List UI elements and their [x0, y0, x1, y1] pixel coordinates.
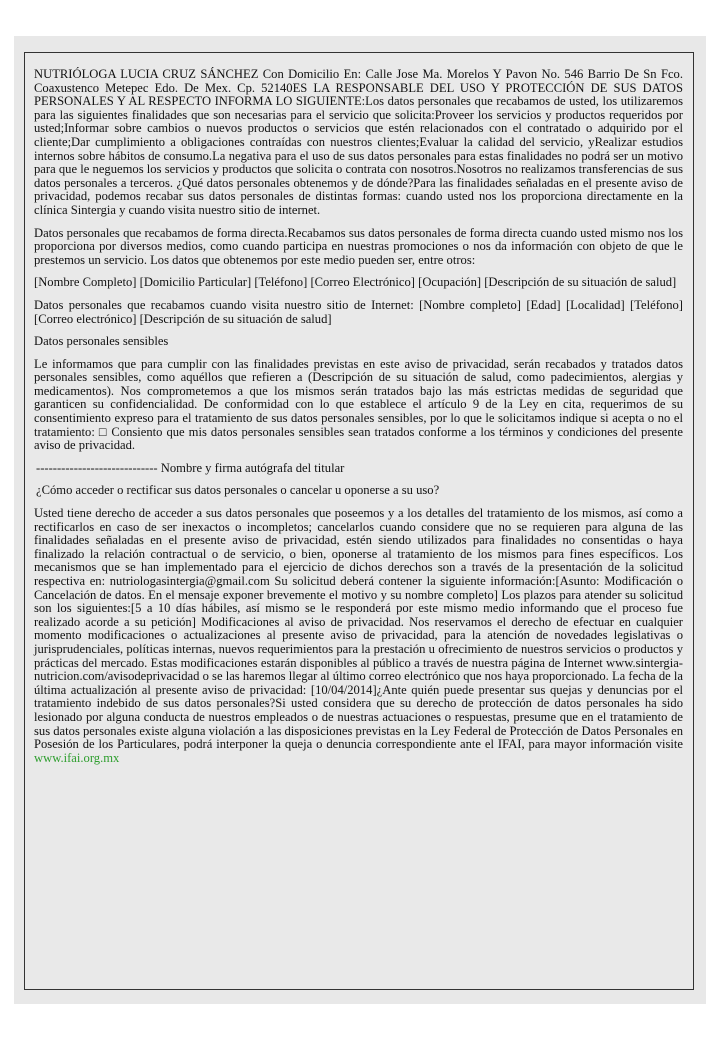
intro-paragraph: NUTRIÓLOGA LUCIA CRUZ SÁNCHEZ Con Domicilio En: Calle Jose Ma. Morelos Y Pavon No. 546 Barrio De Sn Fco. Coaxustenco Metepec Edo. De Mex. Cp. 52140ES LA RESPONSABLE DEL USO Y PROTECCIÓN DE SUS DATOS PERSONALES Y AL RESPECTO INFORMA LO SIGUIENTE:Los datos personales que recabamos de usted, los utilizaremos para las siguientes finalidades que son necesarias para el servicio que solicita:Proveer los servicios y productos requeridos por usted;Informar sobre cambios o nuevos productos o servicios que estén relacionados con el contratado o adquirido por el cliente;Dar cumplimiento a obligaciones contraídas con nuestros clientes;Evaluar la calidad del servicio, yRealizar estudios internos sobre hábitos de consumo.La negativa para el uso de sus datos personales para estas finalidades no podrá ser un motivo para que le neguemos los servicios y productos que solicita o contrata con nosotros.Nosotros no realizamos transferencias de sus datos personales a terceros. ¿Qué datos personales obtenemos y de dónde?Para las finalidades señaladas en el presente aviso de privacidad, podemos recabar sus datos personales de distintas formas: cuando usted nos los proporciona directamente en la clínica Sintergia y cuando visita nuestro sitio de internet. [34, 67, 683, 217]
direct-data-paragraph: Datos personales que recabamos de forma directa.Recabamos sus datos personales de forma directa cuando usted mismo nos los proporciona por diversos medios, como cuando participa en nuestras promociones o nos da información con objeto de que le prestemos un servicio. Los datos que obtenemos por este medio pueden ser, entre otros: [34, 225, 683, 267]
ifai-link[interactable]: www.ifai.org.mx [34, 750, 120, 765]
privacy-notice-box [24, 52, 694, 990]
direct-data-list: [Nombre Completo] [Domicilio Particular] [Teléfono] [Correo Electrónico] [Ocupación] [Descripción de su situación de salud] [34, 275, 677, 290]
signature-line: ----------------------------- Nombre y firma autógrafa del titular [36, 460, 345, 475]
sensitive-data-paragraph: Le informamos que para cumplir con las finalidades previstas en este aviso de privacidad, serán recabados y tratados datos personales sensibles, como aquéllos que refieren a (Descripción de su situación de salud, como padecimientos, alergias y medicamentos). Nos comprometemos a que los mismos serán tratados bajo las más estrictas medidas de seguridad que garanticen su confidencialidad. De conformidad con lo que establece el artículo 9 de la Ley en cita, requerimos de su consentimiento expreso para el tratamiento de sus datos personales sensibles, por lo que le solicitamos indique si acepta o no el tratamiento: □ Consiento que mis datos personales sensibles sean tratados conforme a los términos y condiciones del presente aviso de privacidad. [34, 356, 683, 453]
rights-text: Usted tiene derecho de acceder a sus datos personales que poseemos y a los detalles del tratamiento de los mismos, así como a rectificarlos en caso de ser inexactos o incompletos; cancelarlos cuando considere que no se requieren para alguna de las finalidades señaladas en el presente aviso de privacidad, estén siendo utilizados para finalidades no consentidas o haya finalizado la relación contractual o de servicio, o bien, oponerse al tratamiento de los mismos para fines específicos. Los mecanismos que se han implementado para el ejercicio de dichos derechos son a través de la presentación de la solicitud respectiva en: nutriologasintergia@gmail.com Su solicitud deberá contener la siguiente información:[Asunto: Modificación o Cancelación de datos. En el mensaje exponer brevemente el motivo y su nombre completo] Los plazos para atender su solicitud son los siguientes:[5 a 10 días hábiles, así mismo se le responderá por este mismo medio informando que el proceso fue realizado acorde a su petición] Modificaciones al aviso de privacidad. Nos reservamos el derecho de efectuar en cualquier momento modificaciones o actualizaciones al presente aviso de privacidad, para la atención de novedades legislativas o jurisprudenciales, políticas internas, nuevos requerimientos para la prestación u ofrecimiento de nuestros servicios o productos y prácticas del mercado. Estas modificaciones estarán disponibles al público a través de nuestra página de Internet www.sintergia-nutricion.com/avisodeprivacidad o se las haremos llegar al último correo electrónico que nos haya proporcionado. La fecha de la última actualización al presente aviso de privacidad: [10/04/2014]¿Ante quién puede presentar sus quejas y denuncias por el tratamiento indebido de sus datos personales?Si usted considera que su derecho de protección de datos personales ha sido lesionado por alguna conducta de nuestros empleados o de nuestras actuaciones o respuestas, presume que en el tratamiento de sus datos personales existe alguna violación a las disposiciones previstas en la Ley Federal de Protección de Datos Personales en Posesión de los Particulares, podrá interponer la queja o denuncia correspondiente ante el IFAI, para mayor información visite [34, 506, 683, 752]
sensitive-data-heading: Datos personales sensibles [34, 334, 169, 349]
internet-data-paragraph: Datos personales que recabamos cuando visita nuestro sitio de Internet: [Nombre completo] [Edad] [Localidad] [Teléfono] [Correo electrónico] [Descripción de su situación de salud] [34, 297, 683, 326]
page-sheet [14, 36, 706, 1004]
rights-question: ¿Cómo acceder o rectificar sus datos personales o cancelar u oponerse a su uso? [36, 483, 440, 498]
rights-paragraph [34, 507, 683, 765]
